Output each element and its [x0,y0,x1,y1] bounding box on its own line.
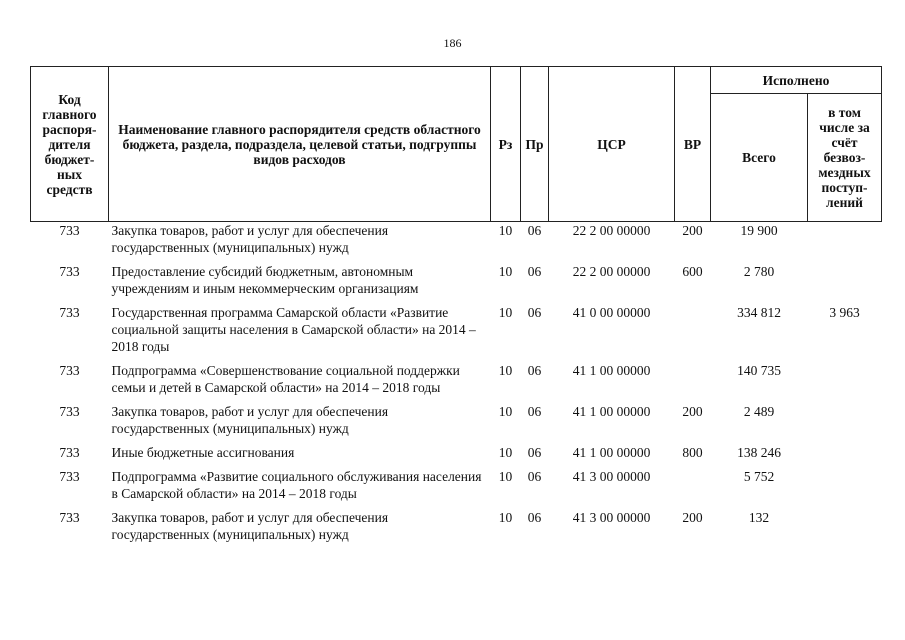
cell-pr: 06 [527,445,542,460]
cell-incl [808,263,882,304]
cell-total: 19 900 [740,223,778,238]
cell-rz: 10 [498,305,513,320]
cell-code: 733 [59,404,80,419]
cell-csr: 41 1 00 00000 [572,445,651,460]
cell-code: 733 [59,510,80,525]
cell-rz: 10 [498,445,513,460]
budget-table-container [30,66,881,550]
cell-vr: 800 [682,445,703,460]
cell-rz: 10 [498,404,513,419]
cell-name: Закупка товаров, работ и услуг для обеспечения государственных (муниципальных) нужд [111,510,389,542]
cell-csr: 41 1 00 00000 [572,363,651,378]
cell-total: 2 489 [743,404,775,419]
cell-vr: 600 [682,264,703,279]
cell-pr: 06 [527,469,542,484]
cell-incl [808,509,882,550]
cell-code: 733 [59,305,80,320]
cell-vr [675,304,711,362]
cell-total: 334 812 [737,305,781,320]
cell-csr: 41 3 00 00000 [572,510,651,525]
cell-total: 132 [748,510,770,525]
table-row [31,468,882,509]
header-executed: Исполнено [711,67,882,94]
cell-pr: 06 [527,363,542,378]
cell-total: 140 735 [737,363,781,378]
table-row [31,444,882,468]
header-rz: Рз [491,67,521,222]
cell-total: 138 246 [737,445,781,460]
cell-name: Предоставление субсидий бюджетным, автономным учреждениям и иным некоммерческим организациям [111,264,419,296]
cell-csr: 22 2 00 00000 [572,223,651,238]
cell-pr: 06 [527,510,542,525]
cell-rz: 10 [498,510,513,525]
table-row [31,222,882,264]
header-code: Код главного распоря- дителя бюджет- ных средств [31,67,109,222]
cell-incl [808,362,882,403]
header-csr: ЦСР [549,67,675,222]
cell-name: Государственная программа Самарской области «Развитие социальной защиты населения в Самарской области» на 2014 – 2018 годы [111,305,476,354]
cell-rz: 10 [498,223,513,238]
header-pr: Пр [521,67,549,222]
header-vr: ВР [675,67,711,222]
cell-incl: 3 963 [829,305,860,320]
cell-vr [675,468,711,509]
cell-name: Подпрограмма «Совершенствование социальной поддержки семьи и детей в Самарской области» на 2014 – 2018 годы [111,363,460,395]
cell-rz: 10 [498,469,513,484]
cell-code: 733 [59,445,80,460]
table-body [31,222,882,551]
cell-csr: 22 2 00 00000 [572,264,651,279]
header-incl: в том числе за счёт безвоз- мездных поступ- лений [808,94,882,222]
cell-pr: 06 [527,223,542,238]
table-row [31,304,882,362]
header-total: Всего [711,94,808,222]
cell-pr: 06 [527,404,542,419]
cell-name: Закупка товаров, работ и услуг для обеспечения государственных (муниципальных) нужд [111,404,389,436]
cell-name: Иные бюджетные ассигнования [111,445,295,460]
cell-csr: 41 1 00 00000 [572,404,651,419]
cell-rz: 10 [498,264,513,279]
cell-incl [808,222,882,264]
cell-vr: 200 [682,510,703,525]
cell-rz: 10 [498,363,513,378]
table-row [31,263,882,304]
table-row [31,403,882,444]
header-name: Наименование главного распорядителя средств областного бюджета, раздела, подраздела, целевой статьи, подгруппы видов расходов [109,67,491,222]
cell-code: 733 [59,223,80,238]
page-number: 186 [443,36,462,50]
cell-code: 733 [59,363,80,378]
cell-total: 5 752 [743,469,775,484]
cell-pr: 06 [527,305,542,320]
cell-vr [675,362,711,403]
cell-csr: 41 0 00 00000 [572,305,651,320]
table-header [31,67,882,222]
cell-csr: 41 3 00 00000 [572,469,651,484]
cell-name: Закупка товаров, работ и услуг для обеспечения государственных (муниципальных) нужд [111,223,389,255]
cell-incl [808,444,882,468]
cell-total: 2 780 [743,264,775,279]
cell-vr: 200 [682,223,703,238]
cell-incl [808,468,882,509]
cell-vr: 200 [682,404,703,419]
table-row [31,362,882,403]
cell-name: Подпрограмма «Развитие социального обслуживания населения в Самарской области» на 2014 – 2018 годы [111,469,482,501]
cell-pr: 06 [527,264,542,279]
table-row [31,509,882,550]
budget-table [30,66,882,550]
cell-code: 733 [59,469,80,484]
cell-code: 733 [59,264,80,279]
cell-incl [808,403,882,444]
